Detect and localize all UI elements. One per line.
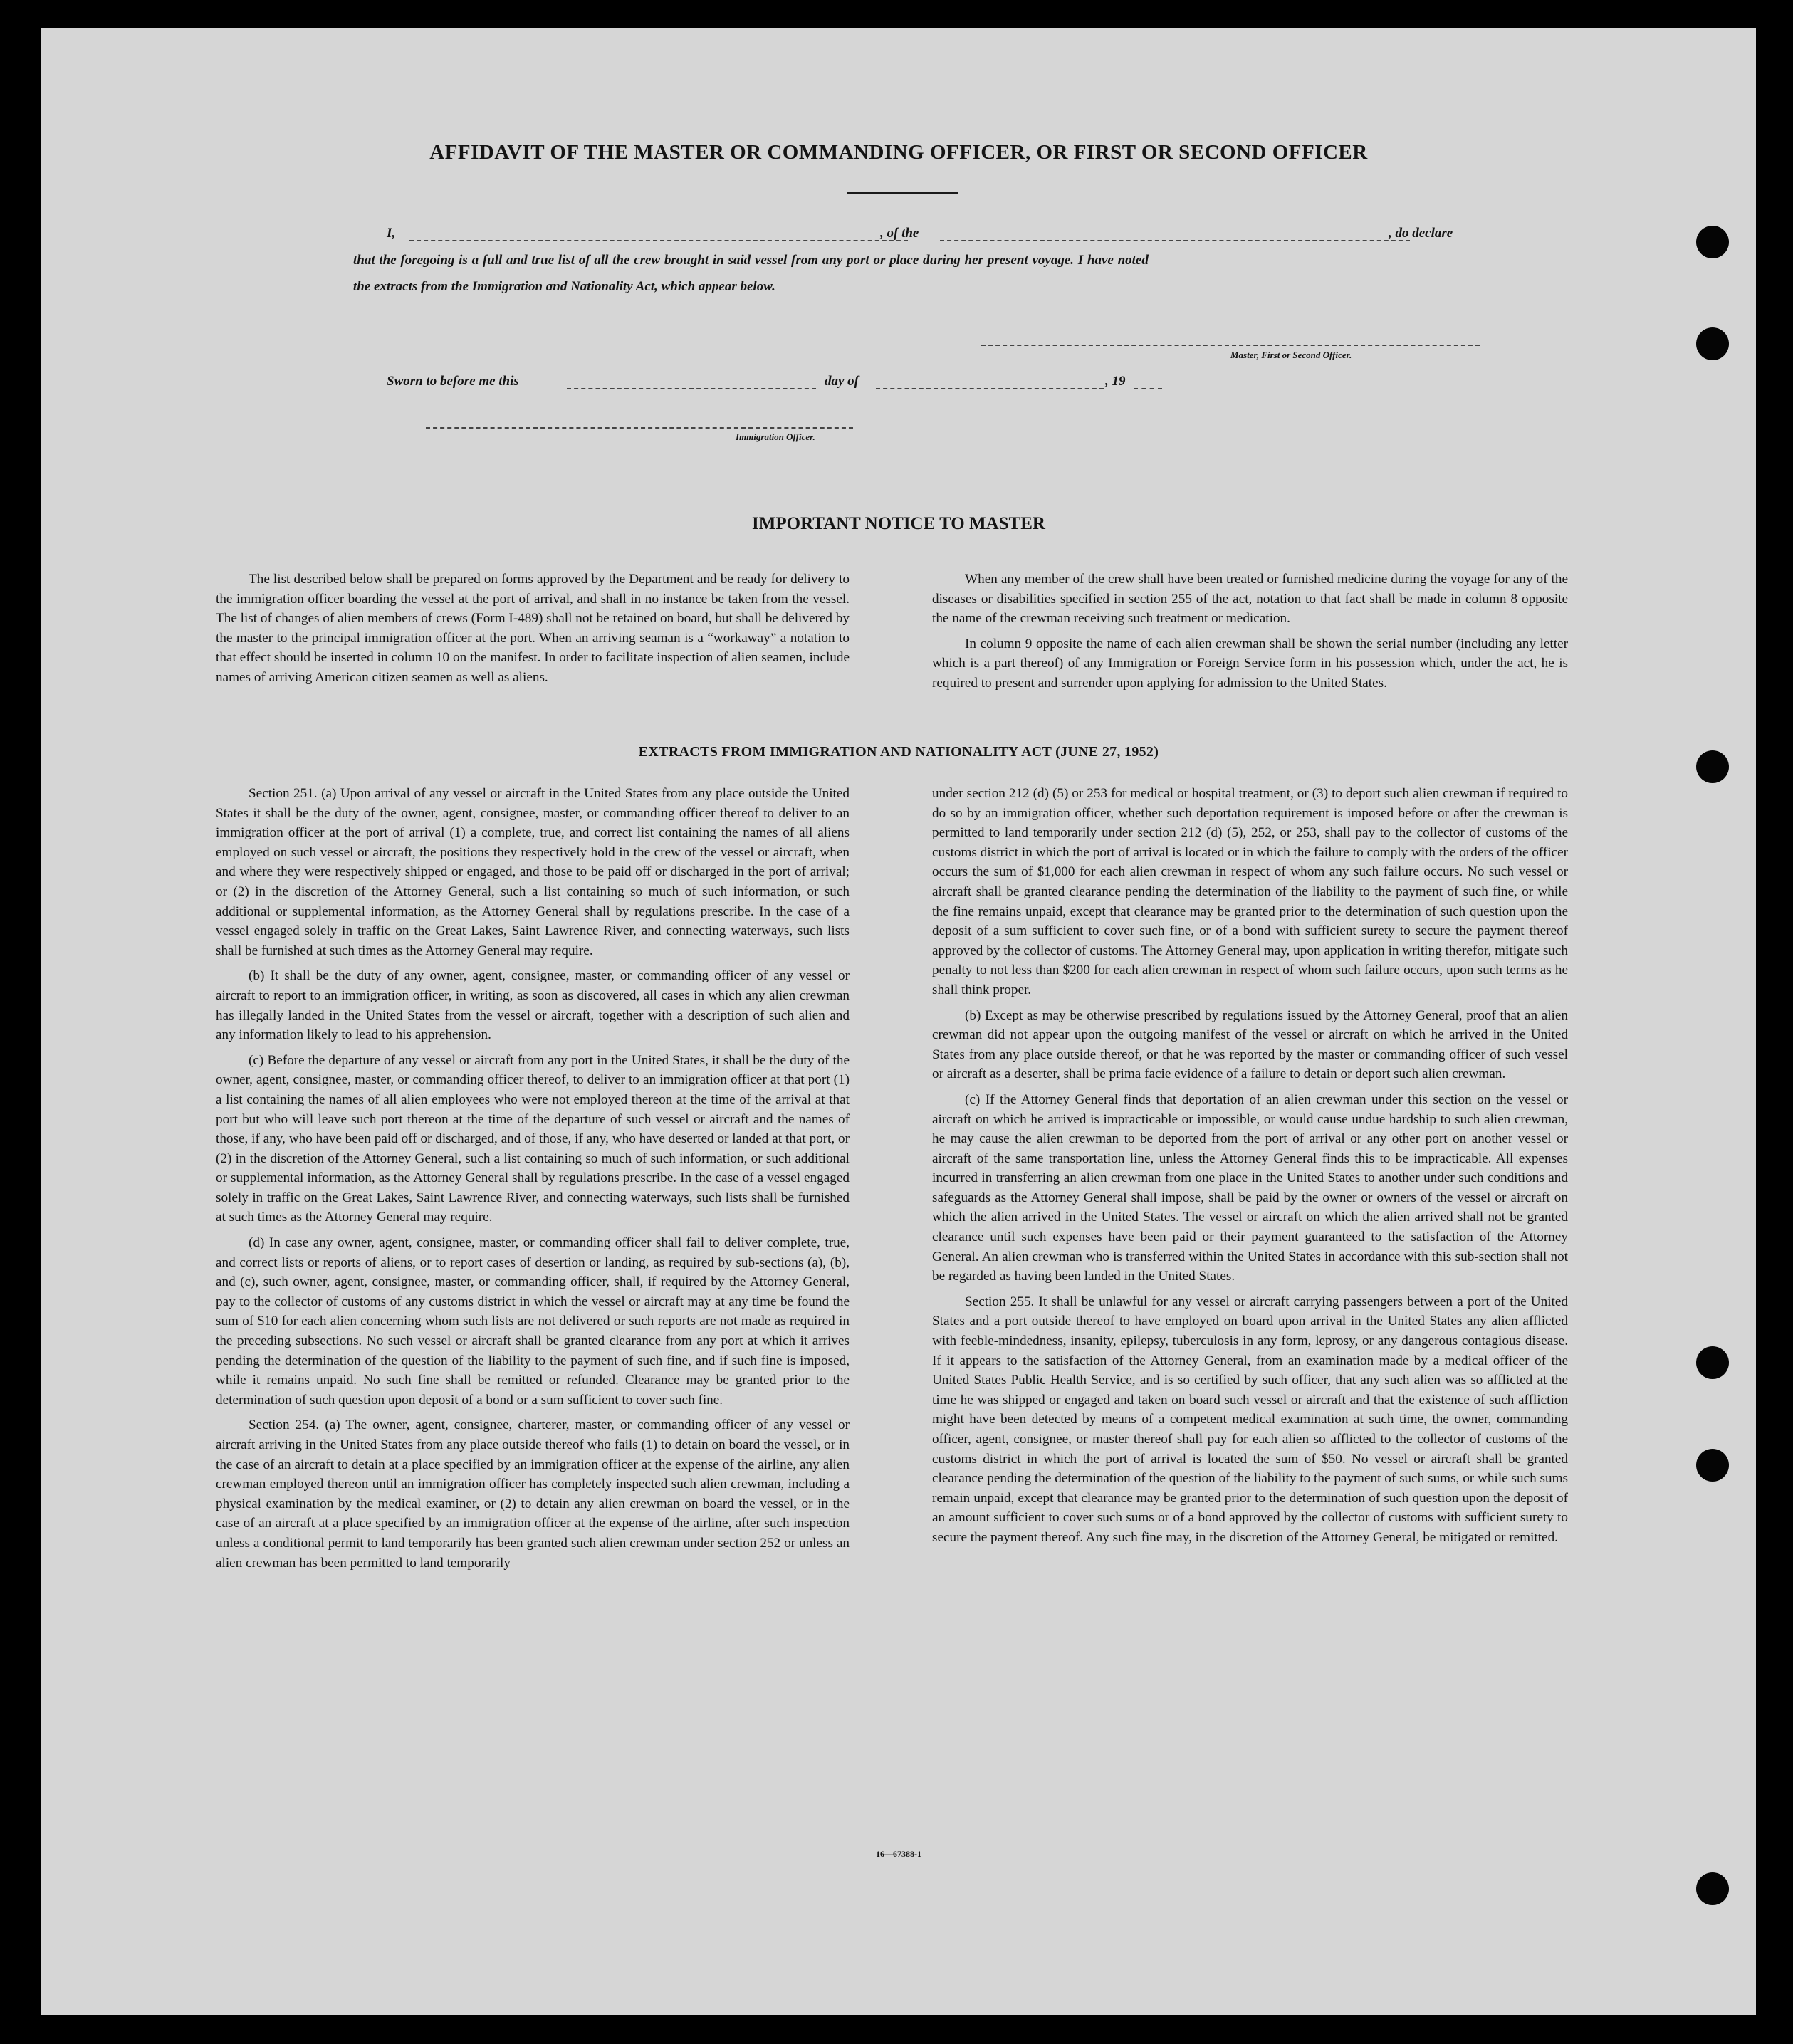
title-rule	[847, 192, 958, 194]
extract-paragraph: (b) Except as may be otherwise prescribed by regulations issued by the Attorney General, proof that an alien crewman did not appear upon the outgoing manifest of the vessel or aircraft on which he arrived in the United States from any place outside thereof, or that he was reported by the master or commanding officer of such vessel or aircraft as a deserter, shall be prima facie evidence of a failure to detain or deport such alien crewman.	[932, 1007, 1568, 1082]
master-caption: Master, First or Second Officer.	[1230, 350, 1352, 360]
punch-hole	[1696, 1872, 1729, 1905]
notice-paragraph: In column 9 opposite the name of each alien crewman shall be shown the serial number (including any letter which is a part thereof) of any Immigration or Foreign Service form in his possession which, under the act, he is required to present and surrender upon applying for admission to the United States.	[932, 636, 1568, 691]
notice-title: IMPORTANT NOTICE TO MASTER	[752, 514, 1045, 533]
decl-i: I,	[387, 226, 396, 241]
year-label: , 19	[1105, 374, 1126, 389]
decl-do-declare: , do declare	[1389, 226, 1453, 241]
master-signature-field[interactable]	[981, 345, 1480, 346]
crew-member-name-field[interactable]	[409, 240, 908, 241]
extract-paragraph: (b) It shall be the duty of any owner, agent, consignee, master, or commanding officer of any vessel or aircraft to report to an immigration officer, in writing, as soon as discovered, all cases in which any alien crewman has illegally landed in the United States from the vessel or aircraft, together with a description of such alien and any information likely to lead to his apprehension.	[216, 968, 850, 1043]
extracts-left-column	[216, 784, 850, 1578]
vessel-name-field[interactable]	[940, 240, 1410, 241]
extract-paragraph: (c) If the Attorney General finds that deportation of an alien crewman under this section on the vessel or aircraft on which he arrived is impracticable or impossible, or would cause undue hardship to such alien crewman, he may cause the alien crewman to be deported from the port of arrival or any other port on another vessel or aircraft of the same transportation line, unless the Attorney General finds this to be impracticable. All expenses incurred in transferring an alien crewman from one place in the United States to another under such conditions and safeguards as the Attorney General shall impose, shall be paid by the owner or owners of the vessel or aircraft on which the alien arrived in the United States. The vessel or aircraft on which the alien arrived shall not be granted clearance until such expenses have been paid or their payment guaranteed to the satisfaction of the Attorney General. An alien crewman who is transferred within the United States in accordance with this sub-section shall not be regarded as having been landed in the United States.	[932, 1091, 1568, 1284]
punch-hole	[1696, 1449, 1729, 1482]
sworn-year-field[interactable]	[1134, 388, 1162, 389]
notice-paragraph: The list described below shall be prepared on forms approved by the Department and be ready for delivery to the immigration officer boarding the vessel at the port of arrival, and shall in no instance be taken from the vessel. The list of changes of alien members of crews (Form I-489) shall not be retained on board, but shall be delivered by the master to the principal immigration officer at the port. When an arriving seaman is a “workaway” a notation to that effect should be inserted in column 10 on the manifest. In order to facilitate inspection of alien seamen, include names of arriving American citizen seamen as well as aliens.	[216, 572, 850, 685]
extract-paragraph: Section 251. (a) Upon arrival of any vessel or aircraft in the United States from any place outside the United States it shall be the duty of the owner, agent, consignee, master, or commanding officer thereof to deliver to an immigration officer at the port of arrival (1) a complete, true, and correct list containing the names of all aliens employed on such vessel or aircraft, the positions they respectively hold in the crew of the vessel or aircraft, when and where they were respectively shipped or engaged, and those to be paid off or discharged in the port of arrival; or (2) in the discretion of the Attorney General, such a list containing so much of such information, or such additional or supplemental information, as the Attorney General shall by regulations prescribe. In the case of a vessel engaged solely in traffic on the Great Lakes, Saint Lawrence River, and connecting waterways, such lists shall be furnished at such times as the Attorney General may require.	[216, 786, 850, 958]
sworn-month-field[interactable]	[876, 388, 1104, 389]
punch-hole	[1696, 327, 1729, 360]
extract-paragraph: (d) In case any owner, agent, consignee, master, or commanding officer shall fail to deliver complete, true, and correct lists or reports of aliens, or to report cases of desertion or landing, as required by sub-sections (a), (b), and (c), such owner, agent, consignee, master, or commanding officer, shall, if required by the Attorney General, pay to the collector of customs of any customs district in which the vessel or aircraft may at any time be found the sum of $10 for each alien concerning whom such lists are not delivered or such reports are not made as required in the preceding subsections. No such vessel or aircraft shall be granted clearance from any port at which it arrives pending the determination of the question of the liability to the payment of such fine, and if such fine is imposed, while it remains unpaid. No such fine shall be remitted or refunded. Clearance may be granted prior to the determination of such question upon deposit of a bond or a sum sufficient to cover such fine.	[216, 1235, 850, 1408]
punch-hole	[1696, 1346, 1729, 1379]
notice-right-column	[932, 570, 1568, 699]
decl-line-3: the extracts from the Immigration and Nationality Act, which appear below.	[353, 279, 775, 294]
sworn-label: Sworn to before me this	[387, 374, 519, 389]
notice-left-column	[216, 570, 850, 693]
notice-paragraph: When any member of the crew shall have been treated or furnished medicine during the voyage for any of the diseases or disabilities specified in section 255 of the act, notation to that fact shall be made in column 8 opposite the name of the crewman receiving such treatment or medication.	[932, 572, 1568, 627]
form-number: 16—67388-1	[876, 1849, 921, 1859]
extract-paragraph: under section 212 (d) (5) or 253 for medical or hospital treatment, or (3) to deport such alien crewman if required to do so by an immigration officer, whether such deportation requirement is imposed before or after the crewman is permitted to land temporarily under section 212 (d) (5), 252, or 253, shall pay to the collector of customs of the customs district in which the port of arrival is located or in which the failure to comply with the orders of the officer occurs the sum of $1,000 for each alien crewman in respect of whom any such failure occurs. No such vessel or aircraft shall be granted clearance pending the determination of the liability to the payment of such fine, or while the fine remains unpaid, except that clearance may be granted prior to the determination of such question upon the deposit of a sum sufficient to cover such fine, or of a bond with sufficient surety to secure the payment thereof approved by the collector of customs. The Attorney General may, upon application in writing therefor, mitigate such penalty to not less than $200 for each alien crewman in respect of whom such failure occurs, upon such terms as he shall think proper.	[932, 786, 1568, 997]
punch-hole	[1696, 226, 1729, 258]
extract-paragraph: Section 254. (a) The owner, agent, consignee, charterer, master, or commanding officer of any vessel or aircraft arriving in the United States from any place outside thereof who fails (1) to detain on board the vessel, or in the case of an aircraft to detain at a place specified by an immigration officer at the expense of the airline, any alien crewman employed thereon until an immigration officer has completely inspected such alien crewman, including a physical examination by the medical examiner, or (2) to detain any alien crewman on board the vessel, or in the case of an aircraft at a place specified by an immigration officer at the expense of the airline, after such inspection unless a conditional permit to land temporarily has been granted such alien crewman under section 252 or unless an alien crewman has been permitted to land temporarily	[216, 1417, 850, 1571]
affidavit-title: AFFIDAVIT OF THE MASTER OR COMMANDING OFFICER, OR FIRST OR SECOND OFFICER	[429, 141, 1368, 164]
day-of-label: day of	[825, 374, 859, 389]
extract-paragraph: Section 255. It shall be unlawful for any vessel or aircraft carrying passengers between a port of the United States and a port outside thereof to have employed on board upon arrival in the United States any alien afflicted with feeble-mindedness, insanity, epilepsy, tuberculosis in any form, leprosy, or any dangerous contagious disease. If it appears to the satisfaction of the Attorney General, from an examination made by a medical officer of the United States Public Health Service, and is so certified by such officer, that any such alien was so afflicted at the time he was shipped or engaged and taken on board such vessel or aircraft and that the existence of such affliction might have been detected by means of a competent medical examination at such time, the owner, commanding officer, agent, consignee, or master thereof shall pay for each alien so afflicted to the collector of customs of the customs district in which the port of arrival is located the sum of $50. No vessel or aircraft shall be granted clearance pending the determination of the question of the liability to the payment of such sums, or while such sums remain unpaid, except that clearance may be granted prior to the determination of such question upon the deposit of an amount sufficient to cover such sums or of a bond approved by the collector of customs with sufficient surety to secure the payment thereof. Any such fine may, in the discretion of the Attorney General, be mitigated or remitted.	[932, 1294, 1568, 1545]
extracts-right-column	[932, 784, 1568, 1553]
immigration-officer-signature-field[interactable]	[426, 427, 853, 429]
officer-caption: Immigration Officer.	[736, 431, 815, 442]
decl-of-the: , of the	[880, 226, 919, 241]
decl-line-2: that the foregoing is a full and true list of all the crew brought in said vessel from any port or place during her present voyage. I have noted	[353, 253, 1149, 268]
document-page	[41, 28, 1756, 2015]
extract-paragraph: (c) Before the departure of any vessel or aircraft from any port in the United States, it shall be the duty of the owner, agent, consignee, master, or commanding officer thereof, to deliver to an immigration officer at that port (1) a list containing the names of all alien employees who were not employed thereon at the time of the arrival at that port but who will leave such port thereon at the time of the departure of such vessel or aircraft and the names of those, if any, who have been paid off or discharged, and of those, if any, who have deserted or landed at that port, or (2) in the discretion of the Attorney General, such a list containing so much of such information, or such additional or supplemental information, as the Attorney General shall by regulations prescribe. In the case of a vessel engaged solely in traffic on the Great Lakes, Saint Lawrence River, and connecting waterways, such lists shall be furnished at such times as the Attorney General may require.	[216, 1052, 850, 1225]
sworn-day-field[interactable]	[567, 388, 816, 389]
extracts-title: EXTRACTS FROM IMMIGRATION AND NATIONALITY ACT (JUNE 27, 1952)	[638, 744, 1159, 760]
